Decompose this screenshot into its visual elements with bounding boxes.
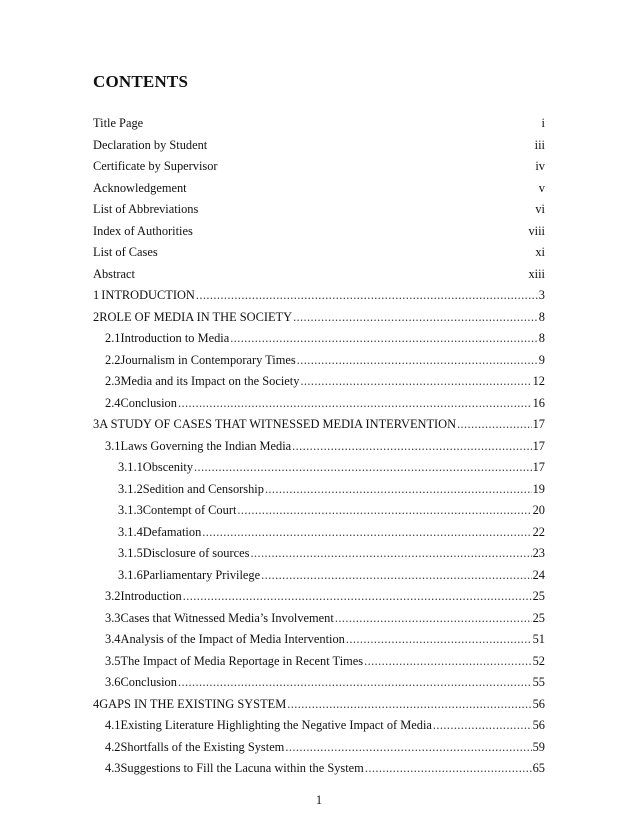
toc-number: 3.1.1 bbox=[118, 460, 143, 474]
toc-title: Defamation bbox=[142, 524, 202, 539]
toc-title: Media and its Impact on the Society bbox=[120, 374, 300, 388]
toc-title: ROLE OF MEDIA IN THE SOCIETY bbox=[99, 309, 293, 324]
toc-number: 3.2 bbox=[105, 589, 121, 603]
page-number-footer: 1 bbox=[315, 793, 323, 807]
toc-row-section bbox=[105, 760, 545, 776]
toc-title: List of Abbreviations bbox=[93, 202, 199, 216]
toc-row-front bbox=[93, 180, 545, 196]
toc-page-number: i bbox=[541, 116, 545, 130]
toc-number: 3.5 bbox=[105, 653, 121, 668]
toc-number: 4.3 bbox=[105, 761, 121, 775]
toc-title: Abstract bbox=[93, 266, 135, 281]
toc-title: The Impact of Media Reportage in Recent Times bbox=[120, 653, 364, 668]
toc-number: 3.1.2 bbox=[118, 481, 143, 496]
toc-page-number: 22 bbox=[532, 524, 545, 539]
toc-row-subsection bbox=[118, 502, 545, 518]
toc-title: Suggestions to Fill the Lacuna within the System bbox=[120, 761, 364, 775]
toc-page-number: 25 bbox=[532, 610, 545, 625]
toc-title: Declaration by Student bbox=[93, 137, 208, 152]
toc-page-number: xiii bbox=[528, 266, 545, 281]
toc-row-chapter bbox=[93, 287, 545, 303]
toc-page-number: 24 bbox=[532, 567, 545, 582]
toc-page-number: 20 bbox=[532, 503, 545, 517]
toc-page-number: 17 bbox=[532, 438, 545, 453]
toc-number: 3 bbox=[93, 417, 100, 431]
toc-title: Certificate by Supervisor bbox=[93, 159, 218, 173]
toc-title: Introduction to Media bbox=[120, 331, 230, 345]
toc-title: Conclusion bbox=[120, 395, 177, 410]
toc-row-subsection bbox=[118, 545, 545, 561]
toc-page-number: 8 bbox=[538, 331, 545, 345]
toc-page-number: 19 bbox=[532, 481, 545, 496]
toc-number: 2.1 bbox=[105, 331, 121, 345]
toc-row-front bbox=[93, 137, 545, 153]
toc-title: Sedition and Censorship bbox=[142, 481, 264, 496]
toc-title: Journalism in Contemporary Times bbox=[120, 352, 296, 367]
toc-page-number: 12 bbox=[532, 374, 545, 388]
toc-number: 3.3 bbox=[105, 610, 121, 625]
toc-number: 4.2 bbox=[105, 739, 121, 754]
toc-title: Obscenity bbox=[142, 460, 194, 474]
toc-title: Contempt of Court bbox=[142, 503, 237, 517]
toc-row-subsection bbox=[118, 481, 545, 497]
toc-row-front bbox=[93, 115, 545, 131]
toc-number: 3.1.6 bbox=[118, 567, 143, 582]
toc-number: 1 bbox=[93, 288, 100, 302]
toc-page-number: 59 bbox=[532, 739, 545, 754]
toc-number: 2.3 bbox=[105, 374, 121, 388]
toc-title: Conclusion bbox=[120, 675, 177, 689]
toc-page-number: vi bbox=[535, 202, 545, 216]
toc-row-section bbox=[105, 717, 545, 733]
toc-row-section bbox=[105, 739, 545, 755]
toc-title: List of Cases bbox=[93, 245, 158, 259]
toc-row-section bbox=[105, 352, 545, 368]
toc-title: Introduction bbox=[120, 589, 182, 603]
toc-row-section bbox=[105, 653, 545, 669]
toc-page-number: 56 bbox=[532, 696, 545, 711]
toc-title: Existing Literature Highlighting the Negative Impact of Media bbox=[120, 718, 432, 732]
toc-row-section bbox=[105, 330, 545, 346]
toc-number: 2.2 bbox=[105, 352, 121, 367]
toc-page-number: v bbox=[538, 180, 545, 195]
toc-number: 2 bbox=[93, 309, 100, 324]
toc-row-section bbox=[105, 610, 545, 626]
toc-title: INTRODUCTION bbox=[101, 288, 195, 302]
toc-row-section bbox=[105, 395, 545, 411]
toc-row-front bbox=[93, 223, 545, 239]
toc-title: Acknowledgement bbox=[93, 180, 187, 195]
toc-page-number: 3 bbox=[538, 288, 545, 302]
toc-title: GAPS IN THE EXISTING SYSTEM bbox=[99, 696, 287, 711]
toc-title: Cases that Witnessed Media’s Involvement bbox=[120, 610, 334, 625]
toc-page-number: 23 bbox=[532, 546, 545, 560]
toc-page-number: iii bbox=[534, 137, 545, 152]
toc-number: 4.1 bbox=[105, 718, 121, 732]
toc-row-front bbox=[93, 266, 545, 282]
toc-page-number: 55 bbox=[532, 675, 545, 689]
toc-page-number: 16 bbox=[532, 395, 545, 410]
toc-page-number: iv bbox=[535, 159, 545, 173]
toc-number: 3.1.3 bbox=[118, 503, 143, 517]
toc-number: 3.1.4 bbox=[118, 524, 143, 539]
toc-title: Laws Governing the Indian Media bbox=[120, 438, 292, 453]
toc-page-number: 51 bbox=[532, 632, 545, 646]
toc-page-number: viii bbox=[528, 223, 545, 238]
toc-title: A STUDY OF CASES THAT WITNESSED MEDIA INTERVENTION bbox=[99, 417, 457, 431]
toc-page-number: 52 bbox=[532, 653, 545, 668]
toc-row-front bbox=[93, 201, 545, 217]
toc-number: 3.6 bbox=[105, 675, 121, 689]
toc-number: 4 bbox=[93, 696, 100, 711]
toc-row-section bbox=[105, 373, 545, 389]
toc-title: Index of Authorities bbox=[93, 223, 193, 238]
toc-row-chapter bbox=[93, 309, 545, 325]
toc-row-subsection bbox=[118, 567, 545, 583]
toc-row-chapter bbox=[93, 416, 545, 432]
toc-page-number: 56 bbox=[532, 718, 545, 732]
toc-title: Analysis of the Impact of Media Intervention bbox=[120, 632, 345, 646]
toc-page-number: 65 bbox=[532, 761, 545, 775]
toc-row-front bbox=[93, 158, 545, 174]
toc-number: 3.4 bbox=[105, 632, 121, 646]
toc-page-number: 25 bbox=[532, 589, 545, 603]
toc-title: Disclosure of sources bbox=[142, 546, 250, 560]
toc-title: Title Page bbox=[93, 116, 144, 130]
toc-row-section bbox=[105, 438, 545, 454]
toc-page-number: 17 bbox=[532, 417, 545, 431]
toc-row-section bbox=[105, 674, 545, 690]
toc-row-front bbox=[93, 244, 545, 260]
toc-title: Shortfalls of the Existing System bbox=[120, 739, 285, 754]
toc-page-number: 9 bbox=[538, 352, 545, 367]
toc-page-number: xi bbox=[535, 245, 545, 259]
toc-number: 2.4 bbox=[105, 395, 121, 410]
contents-heading: CONTENTS bbox=[93, 72, 189, 91]
toc-page-number: 17 bbox=[532, 460, 545, 474]
toc-number: 3.1.5 bbox=[118, 546, 143, 560]
toc-page-number: 8 bbox=[538, 309, 545, 324]
toc-title: Parliamentary Privilege bbox=[142, 567, 261, 582]
toc-row-section bbox=[105, 588, 545, 604]
toc-row-subsection bbox=[118, 459, 545, 475]
toc-row-section bbox=[105, 631, 545, 647]
toc-row-chapter bbox=[93, 696, 545, 712]
toc-number: 3.1 bbox=[105, 438, 121, 453]
toc-row-subsection bbox=[118, 524, 545, 540]
